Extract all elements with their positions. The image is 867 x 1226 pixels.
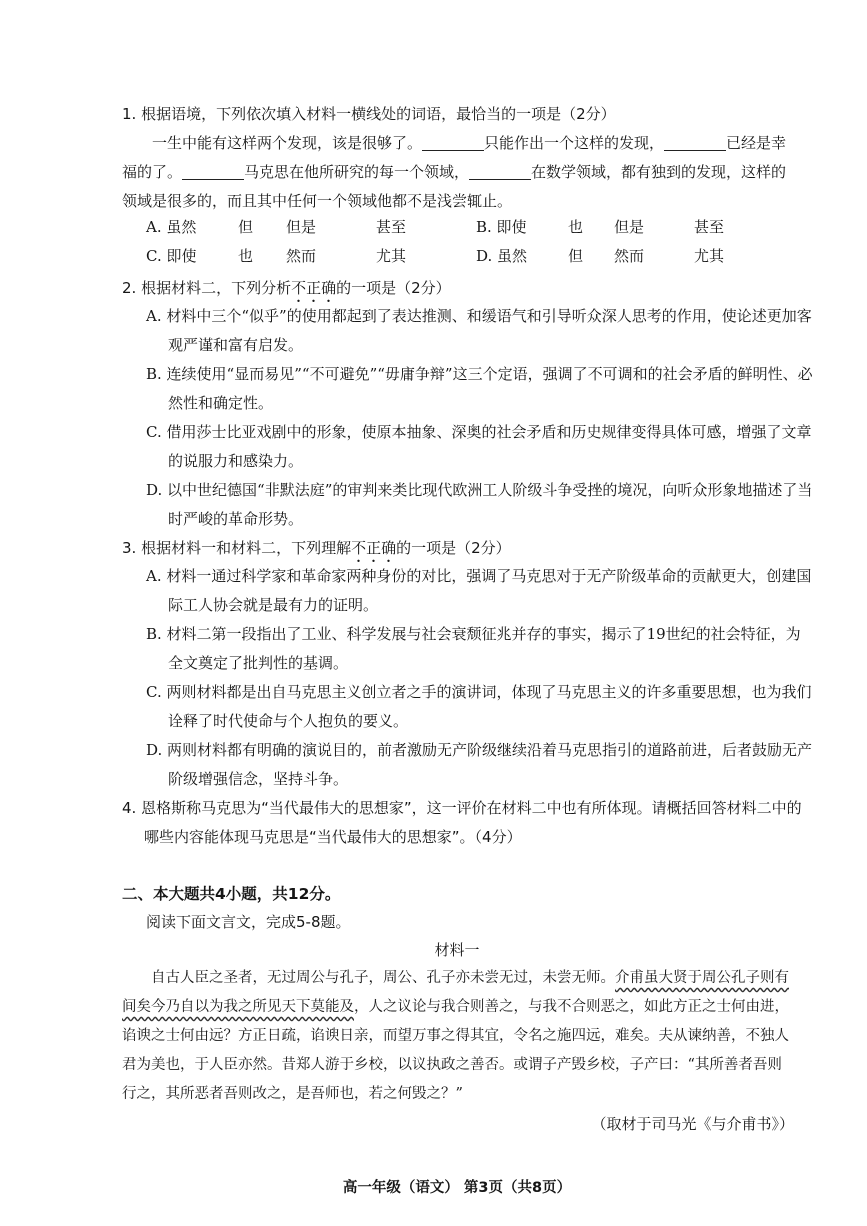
blank-2 <box>664 132 726 151</box>
option-b-word-2: 也 <box>568 218 584 236</box>
question-2-option-d: D. 以中世纪德国“非默法庭”的审判来类比现代欧洲工人阶级斗争受挫的境况，向听众形象地描述了当时严峻的革命形势。 <box>146 481 813 528</box>
option-a-word-2: 但 <box>238 218 254 236</box>
option-a-word-1: A. 虽然 <box>146 218 197 236</box>
option-b-word-1: B. 即使 <box>476 218 527 236</box>
question-2-option-c: C. 借用莎士比亚戏剧中的形象，使原本抽象、深奥的社会矛盾和历史规律变得具体可感，增强了文章的说服力和感染力。 <box>146 423 812 470</box>
classical-text-part-3: ，人之议论与我合则善之，与我不合则恶之，如此方正之士何由进，谄谀之士何由远？方正日疏，谄谀日亲，而望万事之得其宜，令名之施四远，难矣。夫从谏纳善，不独人君为美也，于人臣亦然。昔郑人游于乡校，以议执政之善否。或谓子产毁乡校，子产曰：“其所善者吾则行之，其所恶者吾则改之，是吾师也，若之何毁之？” <box>122 999 789 1102</box>
question-2-stem-emphasis: 不正确 <box>291 279 337 297</box>
option-a-word-4: 甚至 <box>376 218 407 236</box>
question-1-stem: 1. 根据语境，下列依次填入材料一横线处的词语，最恰当的一项是（2分） <box>122 105 616 123</box>
passage-part-2: 只能作出一个这样的发现， <box>484 134 665 152</box>
option-b-word-3: 但是 <box>614 218 645 236</box>
blank-3 <box>182 161 244 180</box>
option-d-word-4: 尤其 <box>694 247 725 265</box>
question-2-option-a: A. 材料中三个“似乎”的使用都起到了表达推测、和缓语气和引导听众深人思考的作用，使论述更加客观严谨和富有启发。 <box>146 307 812 354</box>
question-3-option-c: C. 两则材料都是出自马克思主义创立者之手的演讲词，体现了马克思主义的许多重要思想，也为我们诠释了时代使命与个人抱负的要义。 <box>146 683 812 730</box>
option-a-word-3: 但是 <box>286 218 317 236</box>
option-c-word-1: C. 即使 <box>146 247 197 265</box>
page-footer: 高一年级（语文） 第3页（共8页） <box>342 1180 572 1196</box>
passage-part-1: 一生中能有这样两个发现，该是很够了。 <box>152 134 423 152</box>
question-1-passage <box>122 129 794 216</box>
question-2-stem-post: 的一项是（2分） <box>336 279 451 297</box>
passage-part-3: 已经是幸福的了。 <box>122 134 787 181</box>
question-3-stem-post: 的一项是（2分） <box>396 539 511 557</box>
question-4: 4. 恩格斯称马克思为“当代最伟大的思想家”，这一评价在材料二中也有所体现。请概括回答材料二中的哪些内容能体现马克思是“当代最伟大的思想家”。（4分） <box>122 799 802 846</box>
question-3-stem-emphasis: 不正确 <box>351 539 397 557</box>
blank-1 <box>422 132 484 151</box>
question-3-option-a: A. 材料一通过科学家和革命家两种身份的对比，强调了马克思对于无产阶级革命的贡献更大，创建国际工人协会就是最有力的证明。 <box>146 567 812 614</box>
question-3-option-b: B. 材料二第一段指出了工业、科学发展与社会衰颓征兆并存的事实，揭示了19世纪的社会特征，为全文奠定了批判性的基调。 <box>146 625 801 672</box>
section-2-title: 二、本大题共4小题，共12分。 <box>122 885 341 903</box>
source-citation: （取材于司马光《与介甫书》） <box>591 1115 794 1133</box>
classical-text <box>122 964 794 1109</box>
passage-part-5: 在数学领域，都有独到的发现，这样的领域是很多的，而且其中任何一个领域他都不是浅尝辄止。 <box>122 163 787 210</box>
blank-4 <box>469 161 531 180</box>
question-3-option-d: D. 两则材料都有明确的演说目的，前者激励无产阶级继续沿着马克思指引的道路前进，后者鼓励无产阶级增强信念，坚持斗争。 <box>146 741 813 788</box>
option-b-word-4: 甚至 <box>694 218 725 236</box>
question-2-option-b: B. 连续使用“显而易见”“不可避免”“毋庸争辩”这三个定语，强调了不可调和的社会矛盾的鲜明性、必然性和确定性。 <box>146 365 813 412</box>
section-2-instruction: 阅读下面文言文，完成5-8题。 <box>146 913 351 931</box>
option-c-word-4: 尤其 <box>376 247 407 265</box>
classical-text-part-1: 自古人臣之圣者，无过周公与孔子，周公、孔子亦未尝无过，未尝无师。 <box>151 970 615 986</box>
classical-text-wavy-underlined: 介甫虽大贤于周公孔子则有间矣今乃自以为我之所见天下莫能及 <box>122 970 789 1015</box>
option-d-word-1: D. 虽然 <box>476 247 528 265</box>
option-c-word-3: 然而 <box>286 247 317 265</box>
option-d-word-2: 但 <box>568 247 584 265</box>
material-1-title: 材料一 <box>434 941 480 959</box>
question-3-stem-pre: 3. 根据材料一和材料二，下列理解 <box>122 539 352 557</box>
option-c-word-2: 也 <box>238 247 254 265</box>
passage-part-4: 马克思在他所研究的每一个领域， <box>244 163 470 181</box>
question-2-stem-pre: 2. 根据材料二，下列分析 <box>122 279 292 297</box>
option-d-word-3: 然而 <box>614 247 645 265</box>
